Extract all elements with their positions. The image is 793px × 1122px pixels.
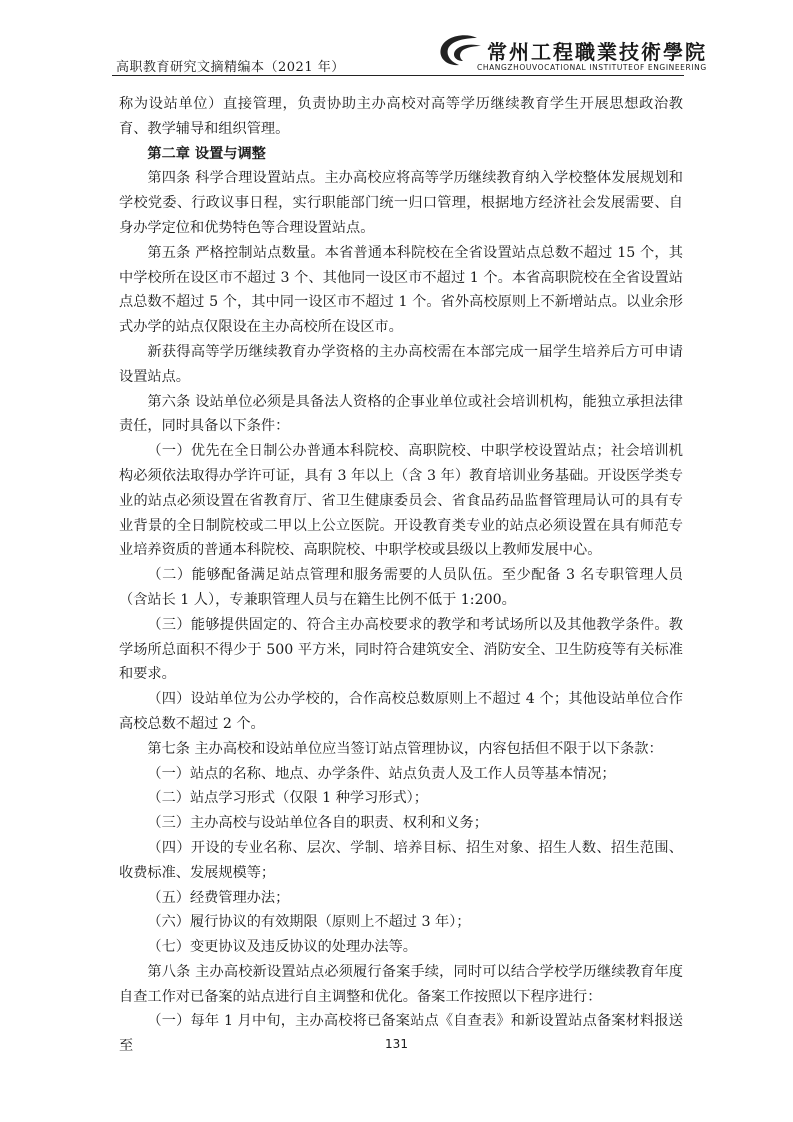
paragraph: 第四条 科学合理设置站点。主办高校应将高等学历继续教育纳入学校整体发展规划和学校党委、行政议事日程，实行职能部门统一归口管理，根据地方经济社会发展需要、自身办学定位和优势特色等合理设置站点。 [119,170,683,236]
paragraph: （一）优先在全日制公办普通本科院校、高职院校、中职学校设置站点；社会培训机构必须依法取得办学许可证，具有 3 年以上（含 3 年）教育培训业务基础。开设医学类专业的站点必须设置在省教育厅、省卫生健康委员会、省食品药品监督管理局认可的具有专业背景的全日制院校或二甲以上公立医院。开设教育类专业的站点必须设置在具有师范专业培养资质的普通本科院校、高职院校、中职学校或县级以上教师发展中心。 [119,443,683,559]
paragraph: 第六条 设站单位必须是具备法人资格的企事业单位或社会培训机构，能独立承担法律责任，同时具备以下条件： [119,393,683,435]
page-number: 131 [385,1037,408,1051]
list-item: （五）经费管理办法； [147,889,290,906]
list-item: （六）履行协议的有效期限（原则上不超过 3 年）； [147,914,471,931]
paragraph: 称为设站单位）直接管理，负责协助主办高校对高等学历继续教育学生开展思想政治教育、教学辅导和组织管理。 [119,96,683,137]
list-item: （三）主办高校与设站单位各自的职责、权利和义务； [147,815,488,832]
paragraph: （二）能够配备满足站点管理和服务需要的人员队伍。至少配备 3 名专职管理人员（含站长 1 人），专兼职管理人员与在籍生比例不低于 1:200。 [119,567,683,608]
paragraph: 第五条 严格控制站点数量。本省普通本科院校在全省设置站点总数不超过 15 个，其中学校所在设区市不超过 3 个、其他同一设区市不超过 1 个。本省高职院校在全省设置站点总数不超过 5 个，其中同一设区市不超过 1 个。省外高校原则上不新增站点。以业余形式办学的站点仅限设在主办高校所在设区市。 [119,244,683,336]
list-item: （一）每年 1 月中旬，主办高校将已备案站点《自查表》和新设置站点备案材料报送至 [119,1013,683,1055]
paragraph: 第八条 主办高校新设置站点必须履行备案手续，同时可以结合学校学历继续教育年度自查工作对已备案的站点进行自主调整和优化。备案工作按照以下程序进行： [119,963,683,1005]
logo-chinese-name: 常州工程職業技術學院 [487,40,707,64]
body-text [119,92,683,1059]
page-header [0,0,793,80]
paragraph: 新获得高等学历继续教育办学资格的主办高校需在本部完成一届学生培养后方可申请设置站点。 [119,343,683,385]
list-item: （二）站点学习形式（仅限 1 种学习形式）； [147,790,428,807]
paragraph: （四）设站单位为公办学校的，合作高校总数原则上不超过 4 个；其他设站单位合作高校总数不超过 2 个。 [119,691,683,732]
header-rule [112,75,684,76]
list-item: （七）变更协议及违反协议的处理办法等。 [147,939,417,956]
logo-english-name: CHANGZHOUVOCATIONAL INSTITUTEOF ENGINEERING [477,63,707,72]
running-title: 高职教育研究文摘精编本（2021 年） [116,60,345,75]
college-logo [437,32,707,76]
chapter-heading: 第二章 设置与调整 [147,145,266,162]
list-item: （一）站点的名称、地点、办学条件、站点负责人及工作人员等基本情况； [147,765,616,782]
paragraph: 第七条 主办高校和设站单位应当签订站点管理协议，内容包括但不限于以下条款： [147,740,663,757]
list-item: （四）开设的专业名称、层次、学制、培养目标、招生对象、招生人数、招生范围、收费标准、发展规模等； [119,839,683,881]
paragraph: （三）能够提供固定的、符合主办高校要求的教学和考试场所以及其他教学条件。教学场所总面积不得少于 500 平方米，同时符合建筑安全、消防安全、卫生防疫等有关标准和要求。 [119,616,683,683]
